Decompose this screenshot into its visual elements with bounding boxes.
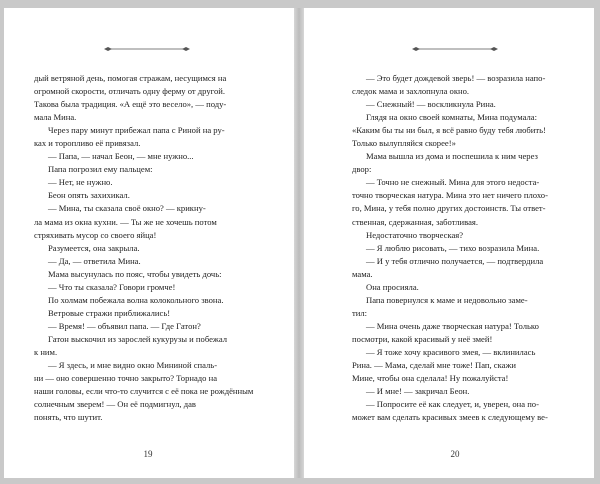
text-line: двор: xyxy=(352,164,372,175)
text-line: понять, что шутит. xyxy=(34,412,103,423)
ornament-icon xyxy=(102,44,192,54)
text-line: — Точно не снежный. Мина для этого недоста- xyxy=(366,177,540,188)
text-line: ственная, сдержанная, заботливая. xyxy=(352,216,479,227)
text-line: — Попросите её как следует, и, уверен, она по- xyxy=(366,399,539,410)
text-line: — Что ты сказала? Говори громче! xyxy=(48,281,176,292)
page-number-left: 19 xyxy=(143,449,153,459)
text-line: — Я здесь, и мне видно окно Мининой спаль- xyxy=(48,360,218,371)
text-line: — Время! — объявил папа. — Где Гатон? xyxy=(48,320,201,331)
text-line: точно творческая натура. Мина это нет ничего плохо- xyxy=(352,190,548,201)
text-line: Разумеется, она закрыла. xyxy=(48,242,140,253)
text-line: может вам сделать красивых змеев к следующему ве- xyxy=(352,412,548,423)
text-line: следок мама и захлопнула окно. xyxy=(352,86,470,97)
text-line: Мине, чтобы она сделала! Ну пожалуйста! xyxy=(352,373,509,384)
text-line: Беон опять захихикал. xyxy=(48,190,130,201)
text-line: Рина. — Мама, сделай мне тоже! Пап, скажи xyxy=(352,360,517,371)
text-line: Такова была традиция. «А ещё это весело», — поду- xyxy=(34,99,227,110)
text-line: — Я тоже хочу красивого змея, — вклинилась xyxy=(366,346,536,357)
text-line: посмотри, какой красивый у неё змей! xyxy=(352,333,493,344)
text-line: Папа повернулся к маме и недовольно заме- xyxy=(366,294,528,305)
text-line: Недостаточно творческая? xyxy=(366,229,464,240)
text-line: — И мне! — закричал Беон. xyxy=(366,386,470,397)
text-line: Мама высунулась по пояс, чтобы увидеть дочь: xyxy=(48,268,222,279)
text-line: — Я люблю рисовать, — тихо возразила Мина. xyxy=(366,242,540,253)
text-line: Гатон выскочил из зарослей кукурузы и побежал xyxy=(48,333,228,344)
text-line: дый ветряной день, помогая стражам, несущимся на xyxy=(34,73,227,83)
text-line: — Мина, ты сказала своё окно? — крикну- xyxy=(48,203,206,214)
text-line: Папа погрозил ему пальцем: xyxy=(48,164,153,175)
text-line: — Папа, — начал Беон, — мне нужно... xyxy=(48,151,194,162)
text-line: — Да, — ответила Мина. xyxy=(48,255,141,266)
text-line: «Каким бы ты ни был, я всё равно буду тебя любить! xyxy=(352,125,546,136)
text-line: мама. xyxy=(352,268,373,279)
text-line: стряхивать мусор со своего яйца! xyxy=(34,229,157,240)
text-line: Ветровые стражи приближались! xyxy=(48,307,171,318)
text-line: Глядя на окно своей комнаты, Мина подумала: xyxy=(366,112,537,123)
text-line: к ним. xyxy=(34,346,58,357)
left-page-text xyxy=(34,72,260,424)
text-line: Только вылупляйся скорее!» xyxy=(352,138,456,149)
text-line: го, Мина, у тебя полно других достоинств. Ты ответ- xyxy=(352,203,546,214)
right-page-text xyxy=(352,72,578,424)
text-line: ни — оно совершенно точно закрыто? Торнадо на xyxy=(34,373,218,384)
left-page xyxy=(4,8,294,478)
text-line: — Мина очень даже творческая натура! Только xyxy=(366,320,539,331)
gutter xyxy=(294,8,304,478)
ornament-icon xyxy=(410,44,500,54)
text-line: Через пару минут прибежал папа с Риной на ру- xyxy=(48,125,225,136)
text-line: мала Мина. xyxy=(34,112,77,123)
text-line: Она просияла. xyxy=(366,281,419,292)
text-line: Мама вышла из дома и поспешила к ним через xyxy=(366,151,538,162)
text-line: — И у тебя отлично получается, — подтвердила xyxy=(366,255,544,266)
text-line: — Снежный! — воскликнула Рина. xyxy=(366,99,496,110)
page-number-right: 20 xyxy=(450,449,460,459)
text-line: солнечным зверем! — Он её подмигнул, дав xyxy=(34,399,196,410)
text-line: ках и торопливо её привязал. xyxy=(34,138,141,149)
text-line: — Нет, не нужно. xyxy=(48,177,113,188)
text-line: тил: xyxy=(352,307,368,318)
text-line: огромной скорости, отличать одну ферму от другой. xyxy=(34,86,225,97)
text-line: наши головы, если что-то случится с её пока не рождённым xyxy=(34,386,254,397)
text-line: — Это будет дождевой зверь! — возразила напо- xyxy=(366,73,546,83)
text-line: ла мама из окна кухни. — Ты же не хочешь потом xyxy=(34,216,217,227)
text-line: По холмам побежала волна колокольного звона. xyxy=(48,294,224,305)
right-page xyxy=(304,8,594,478)
